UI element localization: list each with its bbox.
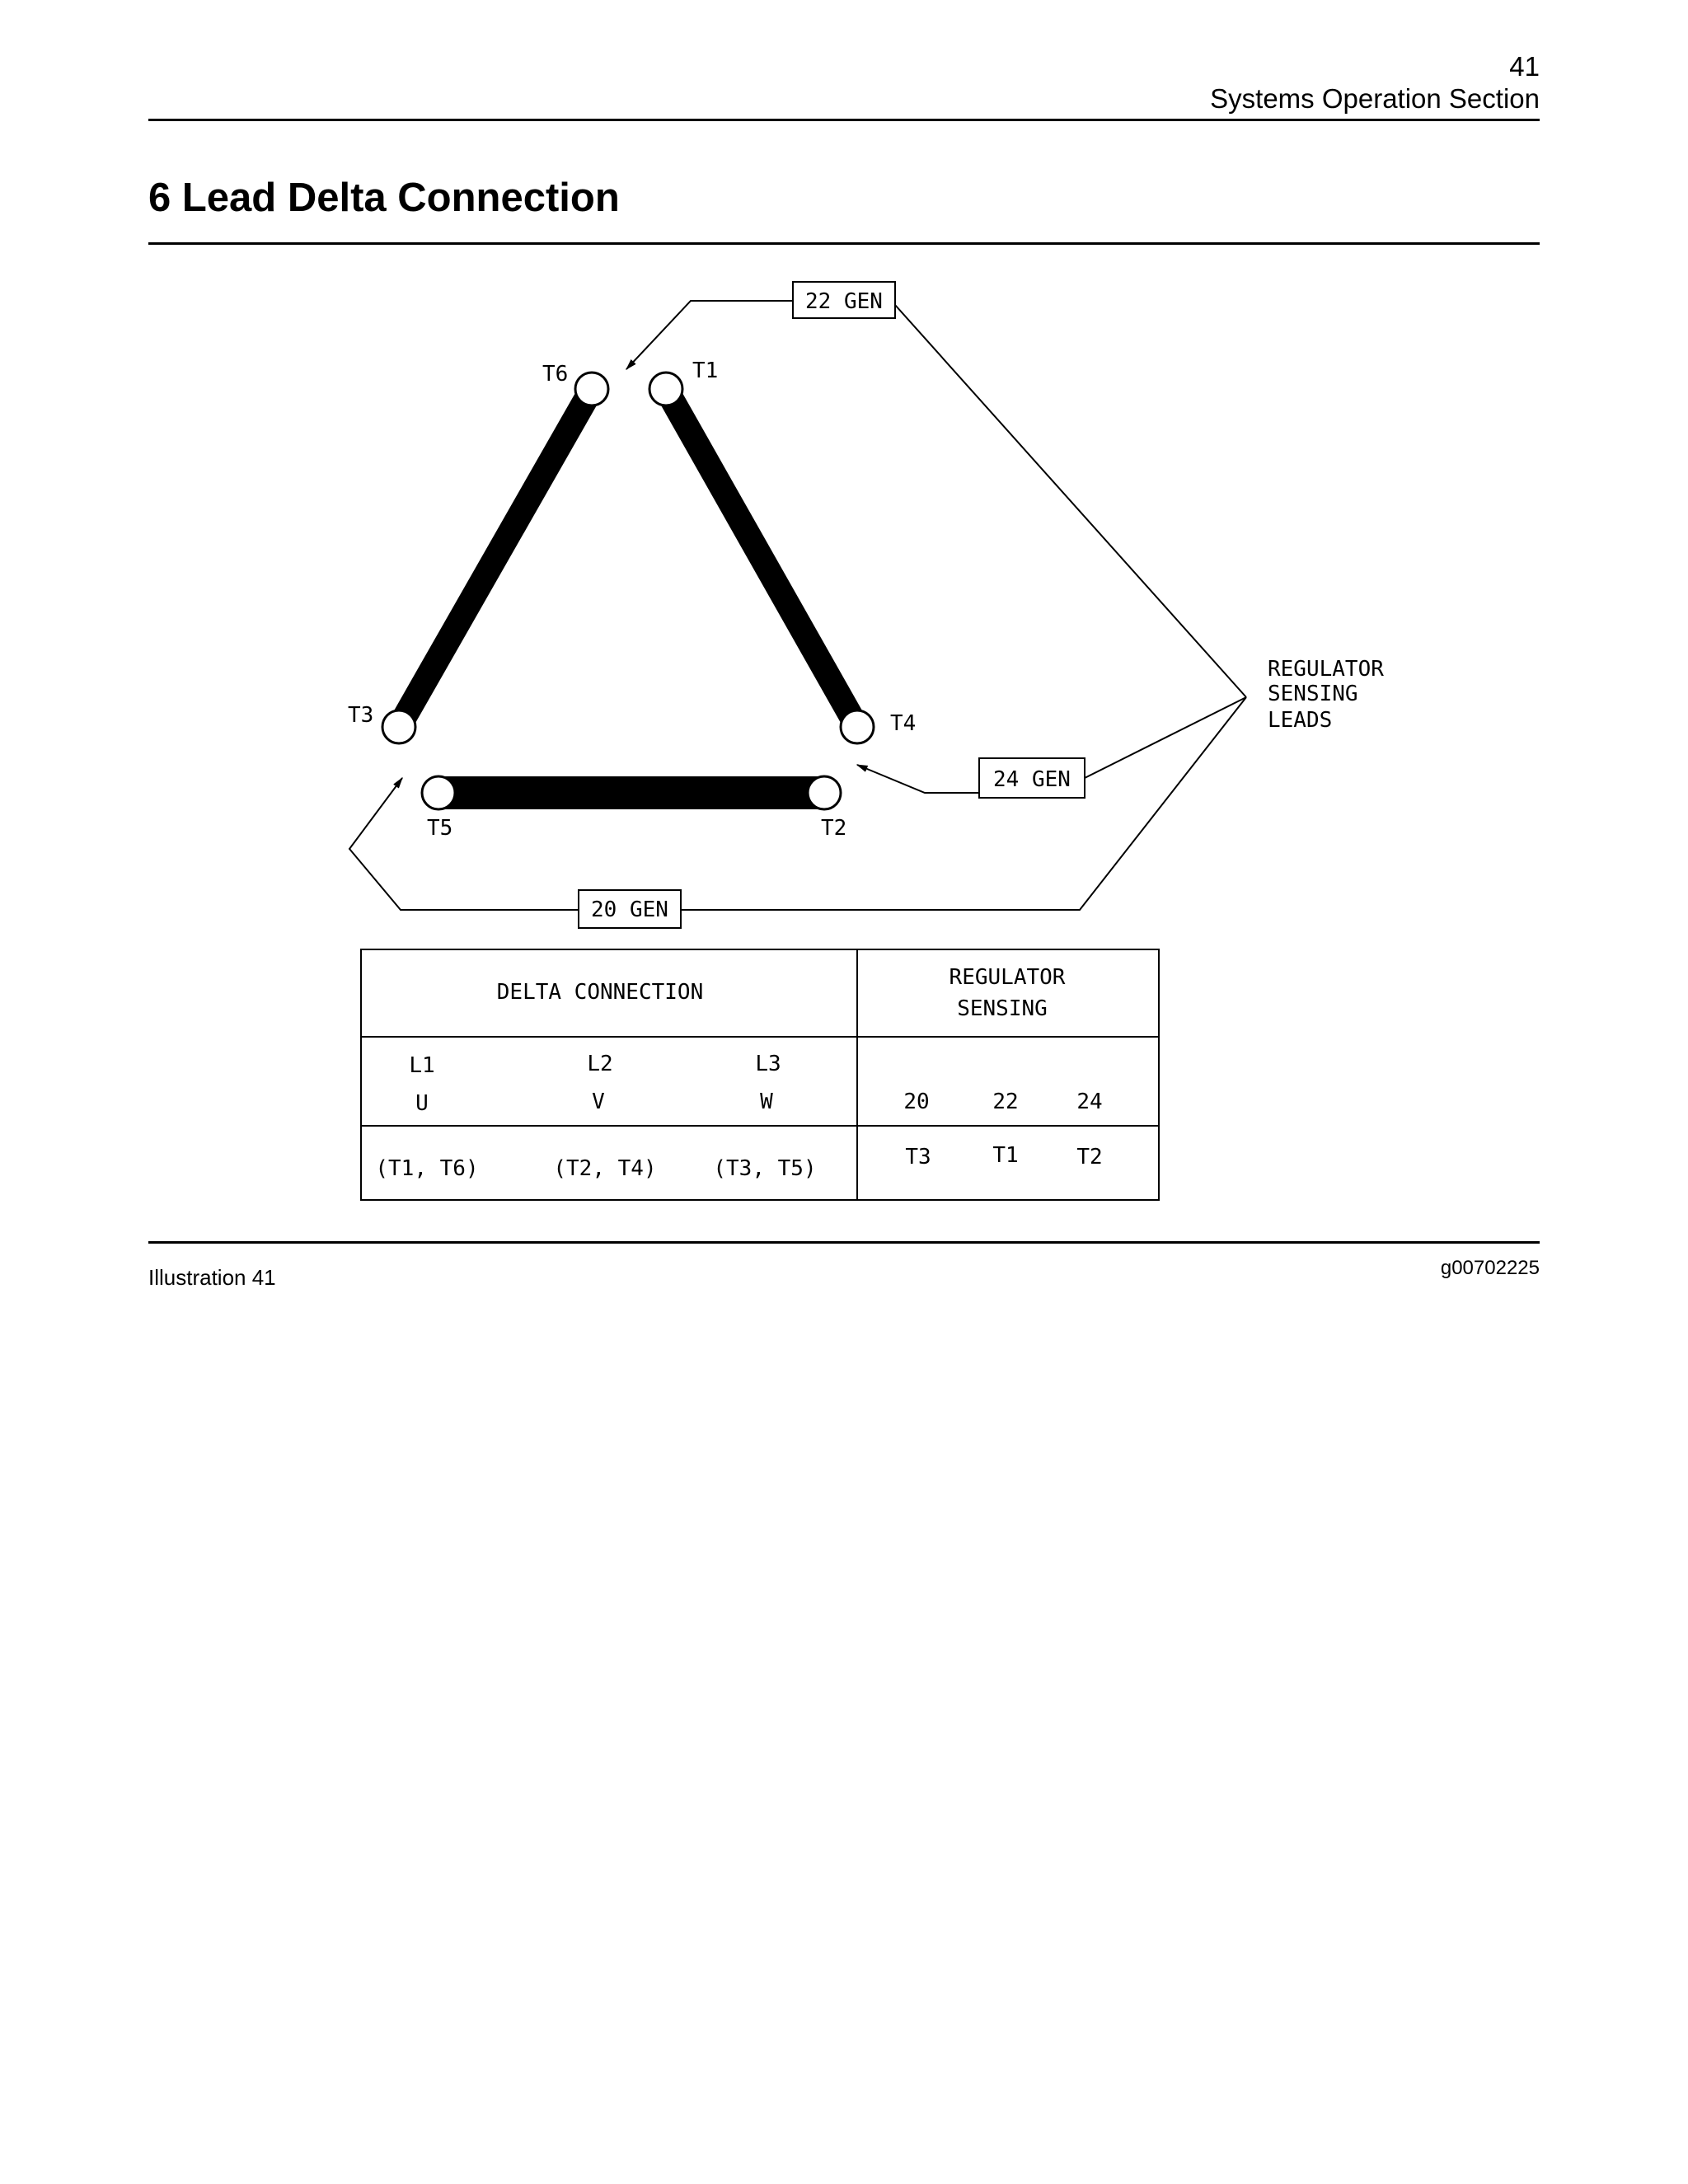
lead-24-arrow bbox=[857, 765, 979, 793]
terminal-label-t4: T4 bbox=[890, 711, 917, 736]
page-number: 41 bbox=[1509, 51, 1540, 82]
terminal-labels bbox=[348, 359, 916, 841]
regulator-label-line-3: LEADS bbox=[1268, 708, 1333, 733]
regulator-label-line-1: REGULATOR bbox=[1268, 657, 1384, 682]
illustration-caption: Illustration 41 bbox=[148, 1265, 276, 1290]
lead-24-to-label bbox=[1085, 697, 1246, 778]
lead-22-to-label bbox=[895, 305, 1246, 697]
page-title: 6 Lead Delta Connection bbox=[148, 176, 620, 220]
terminal-label-t5: T5 bbox=[427, 816, 453, 841]
regulator-sensing-leads-label bbox=[1268, 657, 1384, 733]
winding-t6-t3 bbox=[399, 389, 592, 727]
terminal-label-t6: T6 bbox=[542, 362, 569, 387]
terminal-circle-t6 bbox=[575, 373, 608, 405]
table-pair-l3: (T3, T5) bbox=[713, 1156, 817, 1181]
table-pair-l2: (T2, T4) bbox=[553, 1156, 657, 1181]
table-pair-l1: (T1, T6) bbox=[375, 1156, 479, 1181]
table-reg-24: 24 bbox=[1076, 1090, 1103, 1114]
gen-box-20 bbox=[579, 890, 681, 928]
gen-box-20-label: 20 GEN bbox=[591, 898, 668, 922]
table-reg-terminal-t2: T2 bbox=[1076, 1145, 1103, 1169]
footer-rule bbox=[148, 1241, 1540, 1244]
winding-t1-t4 bbox=[666, 389, 857, 727]
table-reg-header-line-1: REGULATOR bbox=[949, 965, 1066, 990]
terminal-label-t3: T3 bbox=[348, 703, 374, 728]
table-phase-v: V bbox=[592, 1090, 605, 1114]
table-phase-w: W bbox=[760, 1090, 773, 1114]
section-title: Systems Operation Section bbox=[1210, 83, 1540, 114]
table-reg-header-line-2: SENSING bbox=[957, 996, 1048, 1021]
gen-box-24-label: 24 GEN bbox=[993, 767, 1071, 792]
terminal-circle-t2 bbox=[808, 776, 841, 809]
table-reg-terminal-t1: T1 bbox=[992, 1143, 1019, 1168]
terminal-circle-t4 bbox=[841, 710, 874, 743]
connection-table bbox=[361, 949, 1159, 1200]
winding-bars bbox=[399, 389, 857, 793]
table-reg-22: 22 bbox=[992, 1090, 1019, 1114]
regulator-label-line-2: SENSING bbox=[1268, 682, 1358, 706]
table-line-l1: L1 bbox=[409, 1053, 435, 1078]
table-reg-terminal-t3: T3 bbox=[905, 1145, 931, 1169]
terminal-circle-t3 bbox=[382, 710, 415, 743]
table-delta-header: DELTA CONNECTION bbox=[496, 980, 704, 1005]
table-line-l2: L2 bbox=[587, 1052, 613, 1076]
terminal-label-t1: T1 bbox=[692, 359, 719, 383]
table-line-l3: L3 bbox=[755, 1052, 781, 1076]
terminal-circle-t5 bbox=[422, 776, 455, 809]
table-phase-u: U bbox=[415, 1091, 429, 1116]
figure-id: g00702225 bbox=[1440, 1257, 1540, 1279]
gen-box-24 bbox=[979, 758, 1085, 798]
terminal-circle-t1 bbox=[649, 373, 682, 405]
gen-box-22-label: 22 GEN bbox=[805, 289, 883, 314]
terminal-circles bbox=[382, 373, 874, 809]
gen-box-22 bbox=[793, 282, 895, 318]
terminal-label-t2: T2 bbox=[821, 816, 847, 841]
table-reg-20: 20 bbox=[903, 1090, 930, 1114]
